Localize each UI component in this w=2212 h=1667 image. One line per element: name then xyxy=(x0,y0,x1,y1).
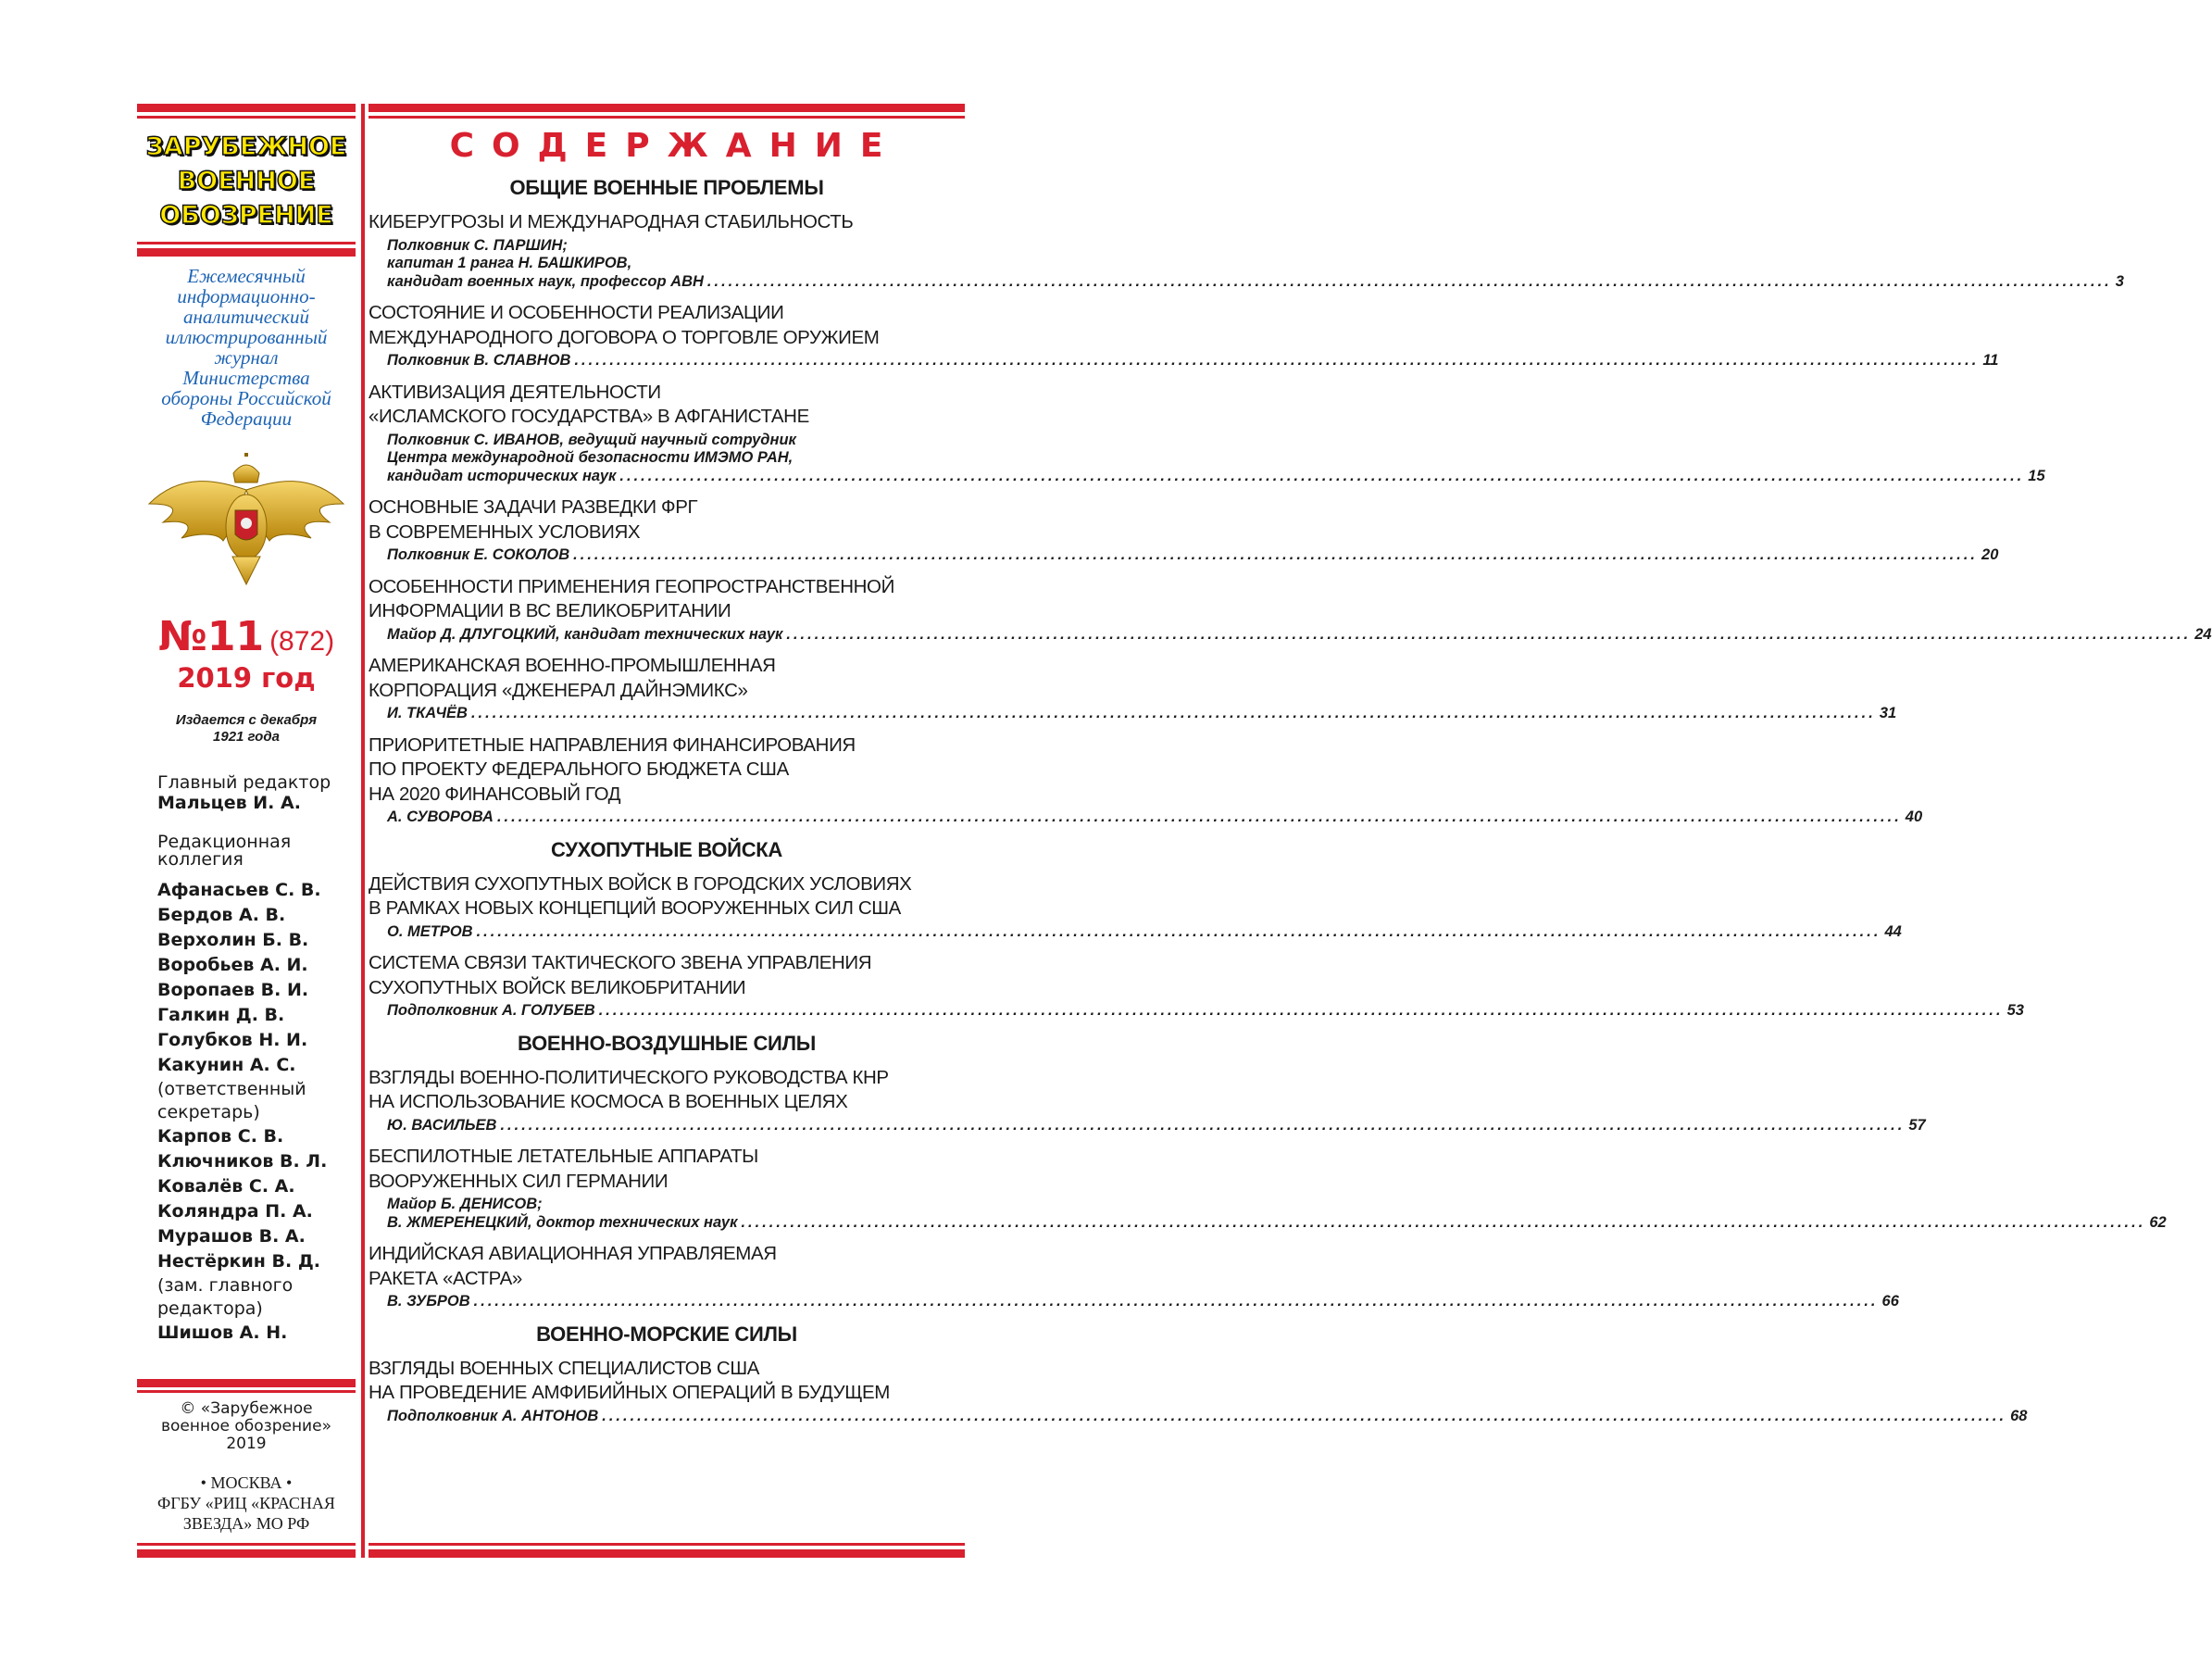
dot-leader: ........................................................................................................................................................................................................ xyxy=(473,1293,1879,1310)
dot-leader: ........................................................................................................................................................................................................ xyxy=(619,467,2025,484)
toc-section xyxy=(369,176,2212,827)
article-title-line[interactable]: ВЗГЛЯДЫ ВОЕННЫХ СПЕЦИАЛИСТОВ США xyxy=(369,1357,759,1379)
published-since xyxy=(137,712,356,746)
article-author-line: Полковник В. СЛАВНОВ xyxy=(387,352,571,369)
article-title-line[interactable]: ПО ПРОЕКТУ ФЕДЕРАЛЬНОГО БЮДЖЕТА США xyxy=(369,758,789,780)
board-label-line: Редакционная xyxy=(157,832,292,852)
column-divider xyxy=(361,104,365,1558)
board-member-name: Воропаев В. И. xyxy=(157,980,309,1000)
article-author-line: Полковник С. ИВАНОВ, ведущий научный сотрудник xyxy=(387,431,796,448)
article-author-line: В. ЗУБРОВ xyxy=(387,1293,470,1310)
editor-name: Мальцев И. А. xyxy=(157,793,301,813)
board-rule xyxy=(137,1379,356,1387)
board-member-name: Галкин Д. В. xyxy=(157,1005,285,1025)
article-author-row xyxy=(369,922,1902,942)
article-author-row xyxy=(369,1213,2167,1233)
toc-entry[interactable] xyxy=(369,210,2124,291)
logo-line: ЗАРУБЕЖНОЕ xyxy=(145,132,347,161)
publisher xyxy=(137,1473,356,1534)
section-heading: ВОЕННО-МОРСКИЕ СИЛЫ xyxy=(536,1322,797,1346)
editorial-board-list xyxy=(137,878,356,1346)
page-number[interactable]: 20 xyxy=(1981,546,1999,563)
article-title-line[interactable]: КИБЕРУГРОЗЫ И МЕЖДУНАРОДНАЯ СТАБИЛЬНОСТЬ xyxy=(369,211,854,232)
toc-entry[interactable] xyxy=(369,575,2212,645)
article-author-line: Майор Д. ДЛУГОЦКИЙ, кандидат технических наук xyxy=(387,625,783,643)
article-author-row xyxy=(369,625,2212,645)
article-title-line[interactable]: ВЗГЛЯДЫ ВОЕННО-ПОЛИТИЧЕСКОГО РУКОВОДСТВА КНР xyxy=(369,1066,889,1088)
article-author-line: Полковник Е. СОКОЛОВ xyxy=(387,546,570,563)
page-number[interactable]: 44 xyxy=(1884,922,1902,940)
article-author-line: Майор Б. ДЕНИСОВ; xyxy=(387,1196,543,1212)
masthead-column xyxy=(137,104,356,1346)
publisher-line: • МОСКВА • xyxy=(200,1473,293,1492)
table-of-contents xyxy=(369,104,2212,1425)
article-author-row xyxy=(369,808,1923,827)
description-line: информационно- xyxy=(177,285,316,307)
dot-leader: ........................................................................................................................................................................................................ xyxy=(574,352,1980,369)
dot-leader: ........................................................................................................................................................................................................ xyxy=(500,1116,1906,1134)
board-member-name: Голубков Н. И. xyxy=(157,1030,308,1050)
article-title-line[interactable]: «ИСЛАМСКОГО ГОСУДАРСТВА» В АФГАНИСТАНЕ xyxy=(369,406,809,427)
toc-entry[interactable] xyxy=(369,733,1923,827)
article-author-row xyxy=(369,705,1897,723)
dot-leader: ........................................................................................................................................................................................................ xyxy=(573,546,1979,563)
article-title-line[interactable]: ИНФОРМАЦИИ В ВС ВЕЛИКОБРИТАНИИ xyxy=(369,600,731,621)
article-title-line[interactable]: ДЕЙСТВИЯ СУХОПУТНЫХ ВОЙСК В ГОРОДСКИХ УСЛОВИЯХ xyxy=(369,872,912,895)
article-title-line[interactable]: СУХОПУТНЫХ ВОЙСК ВЕЛИКОБРИТАНИИ xyxy=(369,976,746,998)
publisher-line: ФГБУ «РИЦ «КРАСНАЯ xyxy=(157,1494,335,1512)
journal-logo xyxy=(137,130,356,232)
page-number[interactable]: 57 xyxy=(1908,1116,1926,1134)
board-member-name: Ковалёв С. А. xyxy=(157,1176,295,1197)
board-member-name: Воробьев А. И. xyxy=(157,955,308,975)
eagle-emblem-icon xyxy=(144,453,348,587)
board-member-role: (зам. главного xyxy=(157,1275,294,1296)
board-member-role: редактора) xyxy=(157,1298,263,1319)
article-author-line: Подполковник А. ГОЛУБЕВ xyxy=(387,1002,595,1019)
article-author-row xyxy=(369,1002,2024,1021)
board-member-name: Ключников В. Л. xyxy=(157,1151,328,1172)
description-line: Ежемесячный xyxy=(187,265,306,287)
toc-entry[interactable] xyxy=(369,951,2024,1021)
page-number[interactable]: 40 xyxy=(1905,808,1923,825)
article-author-row xyxy=(369,1407,2028,1426)
issue-total: (872) xyxy=(269,626,335,657)
article-title-line[interactable]: НА 2020 ФИНАНСОВЫЙ ГОД xyxy=(369,783,621,805)
board-label-line: коллегия xyxy=(157,849,244,870)
page-number[interactable]: 3 xyxy=(2115,272,2124,290)
bottom-rule-right xyxy=(369,1549,965,1558)
description-line: обороны Российской xyxy=(161,387,331,409)
page-number[interactable]: 24 xyxy=(2194,625,2212,643)
page-number[interactable]: 68 xyxy=(2010,1407,2028,1424)
bottom-rule-left-thin xyxy=(137,1543,356,1546)
description-line: аналитический xyxy=(183,306,309,328)
toc-entry[interactable] xyxy=(369,381,2045,486)
toc-entry[interactable] xyxy=(369,1145,2167,1232)
page-number[interactable]: 31 xyxy=(1879,705,1897,721)
board-member-role: секретарь) xyxy=(157,1102,260,1122)
journal-description xyxy=(137,266,356,429)
article-title-line[interactable]: ОСОБЕННОСТИ ПРИМЕНЕНИЯ ГЕОПРОСТРАНСТВЕННОЙ xyxy=(369,575,894,597)
bottom-rule-right-thin xyxy=(369,1543,965,1546)
toc-entry[interactable] xyxy=(369,1357,2028,1426)
issue-number: №11 xyxy=(157,613,265,660)
toc-entry[interactable] xyxy=(369,654,1897,723)
publisher-line: ЗВЕЗДА» МО РФ xyxy=(182,1514,310,1533)
article-title-line[interactable]: КОРПОРАЦИЯ «ДЖЕНЕРАЛ ДАЙНЭМИКС» xyxy=(369,679,748,701)
article-title-line[interactable]: АМЕРИКАНСКАЯ ВОЕННО-ПРОМЫШЛЕННАЯ xyxy=(369,655,776,676)
page-number[interactable]: 15 xyxy=(2028,467,2045,484)
bottom-rule-left xyxy=(137,1549,356,1558)
editor-label: Главный редактор xyxy=(157,772,331,793)
since-line: 1921 года xyxy=(213,729,280,745)
board-member-name: Коляндра П. А. xyxy=(157,1201,313,1222)
toc-entry[interactable] xyxy=(369,1066,1926,1135)
copyright-line: военное обозрение» xyxy=(161,1417,331,1435)
dot-leader: ........................................................................................................................................................................................................ xyxy=(496,808,1902,825)
board-rule-thin xyxy=(137,1390,356,1393)
since-line: Издается с декабря xyxy=(175,712,318,728)
article-author-line: Ю. ВАСИЛЬЕВ xyxy=(387,1116,497,1134)
board-member-name: Верхолин Б. В. xyxy=(157,930,309,950)
dot-leader: ........................................................................................................................................................................................................ xyxy=(598,1002,2004,1019)
section-heading: ВОЕННО-ВОЗДУШНЫЕ СИЛЫ xyxy=(518,1031,816,1055)
article-author-line: капитан 1 ранга Н. БАШКИРОВ, xyxy=(387,255,632,271)
article-title-line[interactable]: ОСНОВНЫЕ ЗАДАЧИ РАЗВЕДКИ ФРГ xyxy=(369,496,698,518)
logo-line: ВОЕННОЕ xyxy=(177,167,316,195)
article-title-line[interactable]: НА ПРОВЕДЕНИЕ АМФИБИЙНЫХ ОПЕРАЦИЙ В БУДУЩЕМ xyxy=(369,1382,890,1403)
article-author-line: кандидат военных наук, профессор АВН xyxy=(387,272,704,290)
article-title-line[interactable]: НА ИСПОЛЬЗОВАНИЕ КОСМОСА В ВОЕННЫХ ЦЕЛЯХ xyxy=(369,1091,848,1112)
section-heading: СУХОПУТНЫЕ ВОЙСКА xyxy=(550,837,783,861)
dot-leader: ........................................................................................................................................................................................................ xyxy=(706,272,2112,290)
dot-leader: ........................................................................................................................................................................................................ xyxy=(602,1407,2007,1424)
description-line: журнал xyxy=(214,346,279,369)
toc-entry[interactable] xyxy=(369,1242,1899,1311)
article-title-line[interactable]: В СОВРЕМЕННЫХ УСЛОВИЯХ xyxy=(369,520,641,543)
board-member-name: Мурашов В. А. xyxy=(157,1226,306,1247)
article-title-line[interactable]: ПРИОРИТЕТНЫЕ НАПРАВЛЕНИЯ ФИНАНСИРОВАНИЯ xyxy=(369,733,856,756)
article-author-line: И. ТКАЧЁВ xyxy=(387,705,468,721)
issue-info xyxy=(137,613,356,694)
board-member-name: Шишов А. Н. xyxy=(157,1322,288,1343)
board-member-name: Афанасьев С. В. xyxy=(157,880,321,900)
board-member-name: Какунин А. С. xyxy=(157,1055,296,1075)
toc-entry[interactable] xyxy=(369,495,1999,565)
article-author-line: А. СУВОРОВА xyxy=(387,808,494,825)
dot-leader: ........................................................................................................................................................................................................ xyxy=(470,705,1876,721)
dot-leader: ........................................................................................................................................................................................................ xyxy=(741,1213,2146,1231)
article-title-line[interactable]: РАКЕТА «АСТРА» xyxy=(369,1267,522,1289)
article-author-line: Подполковник А. АНТОНОВ xyxy=(387,1407,599,1424)
article-author-line: Полковник С. ПАРШИН; xyxy=(387,236,568,254)
article-title-line[interactable]: МЕЖДУНАРОДНОГО ДОГОВОРА О ТОРГОВЛЕ ОРУЖИЕМ xyxy=(369,326,880,348)
article-author-row xyxy=(369,467,2045,486)
page-number[interactable]: 11 xyxy=(1982,352,1999,369)
article-title-line[interactable]: ИНДИЙСКАЯ АВИАЦИОННАЯ УПРАВЛЯЕМАЯ xyxy=(369,1243,777,1264)
toc-title: СОДЕРЖАНИЕ xyxy=(449,127,901,165)
article-author-row xyxy=(369,1116,1926,1135)
copyright xyxy=(137,1400,356,1453)
article-title-line[interactable]: В РАМКАХ НОВЫХ КОНЦЕПЦИЙ ВООРУЖЕННЫХ СИЛ США xyxy=(369,897,901,919)
article-author-line: кандидат исторических наук xyxy=(387,467,617,484)
issue-year: 2019 год xyxy=(177,662,316,694)
description-line: Министерства xyxy=(182,367,310,389)
toc-section xyxy=(369,1031,2167,1311)
dot-leader: ........................................................................................................................................................................................................ xyxy=(476,922,1881,940)
article-author-line: О. МЕТРОВ xyxy=(387,922,473,940)
page-number[interactable]: 62 xyxy=(2149,1213,2167,1231)
article-author-row xyxy=(369,352,1999,370)
section-heading: ОБЩИЕ ВОЕННЫЕ ПРОБЛЕМЫ xyxy=(509,176,824,199)
article-author-line: В. ЖМЕРЕНЕЦКИЙ, доктор технических наук xyxy=(387,1213,738,1231)
toc-section xyxy=(369,1322,2028,1426)
article-author-row xyxy=(369,546,1999,565)
board-member-name: Бердов А. В. xyxy=(157,905,286,925)
article-title-line[interactable]: АКТИВИЗАЦИЯ ДЕЯТЕЛЬНОСТИ xyxy=(369,381,661,403)
copyright-line: 2019 xyxy=(226,1435,267,1453)
copyright-line: © «Зарубежное xyxy=(180,1399,313,1418)
board-member-name: Нестёркин В. Д. xyxy=(157,1251,320,1272)
toc-section xyxy=(369,837,2024,1021)
description-line: иллюстрированный xyxy=(165,326,328,348)
article-title-line[interactable]: БЕСПИЛОТНЫЕ ЛЕТАТЕЛЬНЫЕ АППАРАТЫ xyxy=(369,1146,758,1167)
article-author-row xyxy=(369,1293,1899,1311)
article-title-line[interactable]: СОСТОЯНИЕ И ОСОБЕННОСТИ РЕАЛИЗАЦИИ xyxy=(369,302,784,323)
dot-leader: ........................................................................................................................................................................................................ xyxy=(786,625,2192,643)
article-author-row xyxy=(369,272,2124,292)
article-title-line[interactable]: ВООРУЖЕННЫХ СИЛ ГЕРМАНИИ xyxy=(369,1170,669,1192)
page-number[interactable]: 66 xyxy=(1881,1293,1899,1310)
toc-entry[interactable] xyxy=(369,301,1999,370)
logo-line: ОБОЗРЕНИЕ xyxy=(159,201,333,230)
board-member-role: (ответственный xyxy=(157,1079,306,1099)
board-member-name: Карпов С. В. xyxy=(157,1126,284,1147)
description-line: Федерации xyxy=(200,407,293,430)
page-number[interactable]: 53 xyxy=(2006,1002,2024,1019)
article-title-line[interactable]: СИСТЕМА СВЯЗИ ТАКТИЧЕСКОГО ЗВЕНА УПРАВЛЕНИЯ xyxy=(369,952,872,973)
board-label xyxy=(137,834,356,869)
article-author-line: Центра международной безопасности ИМЭМО РАН, xyxy=(387,449,794,466)
toc-entry[interactable] xyxy=(369,872,1902,942)
